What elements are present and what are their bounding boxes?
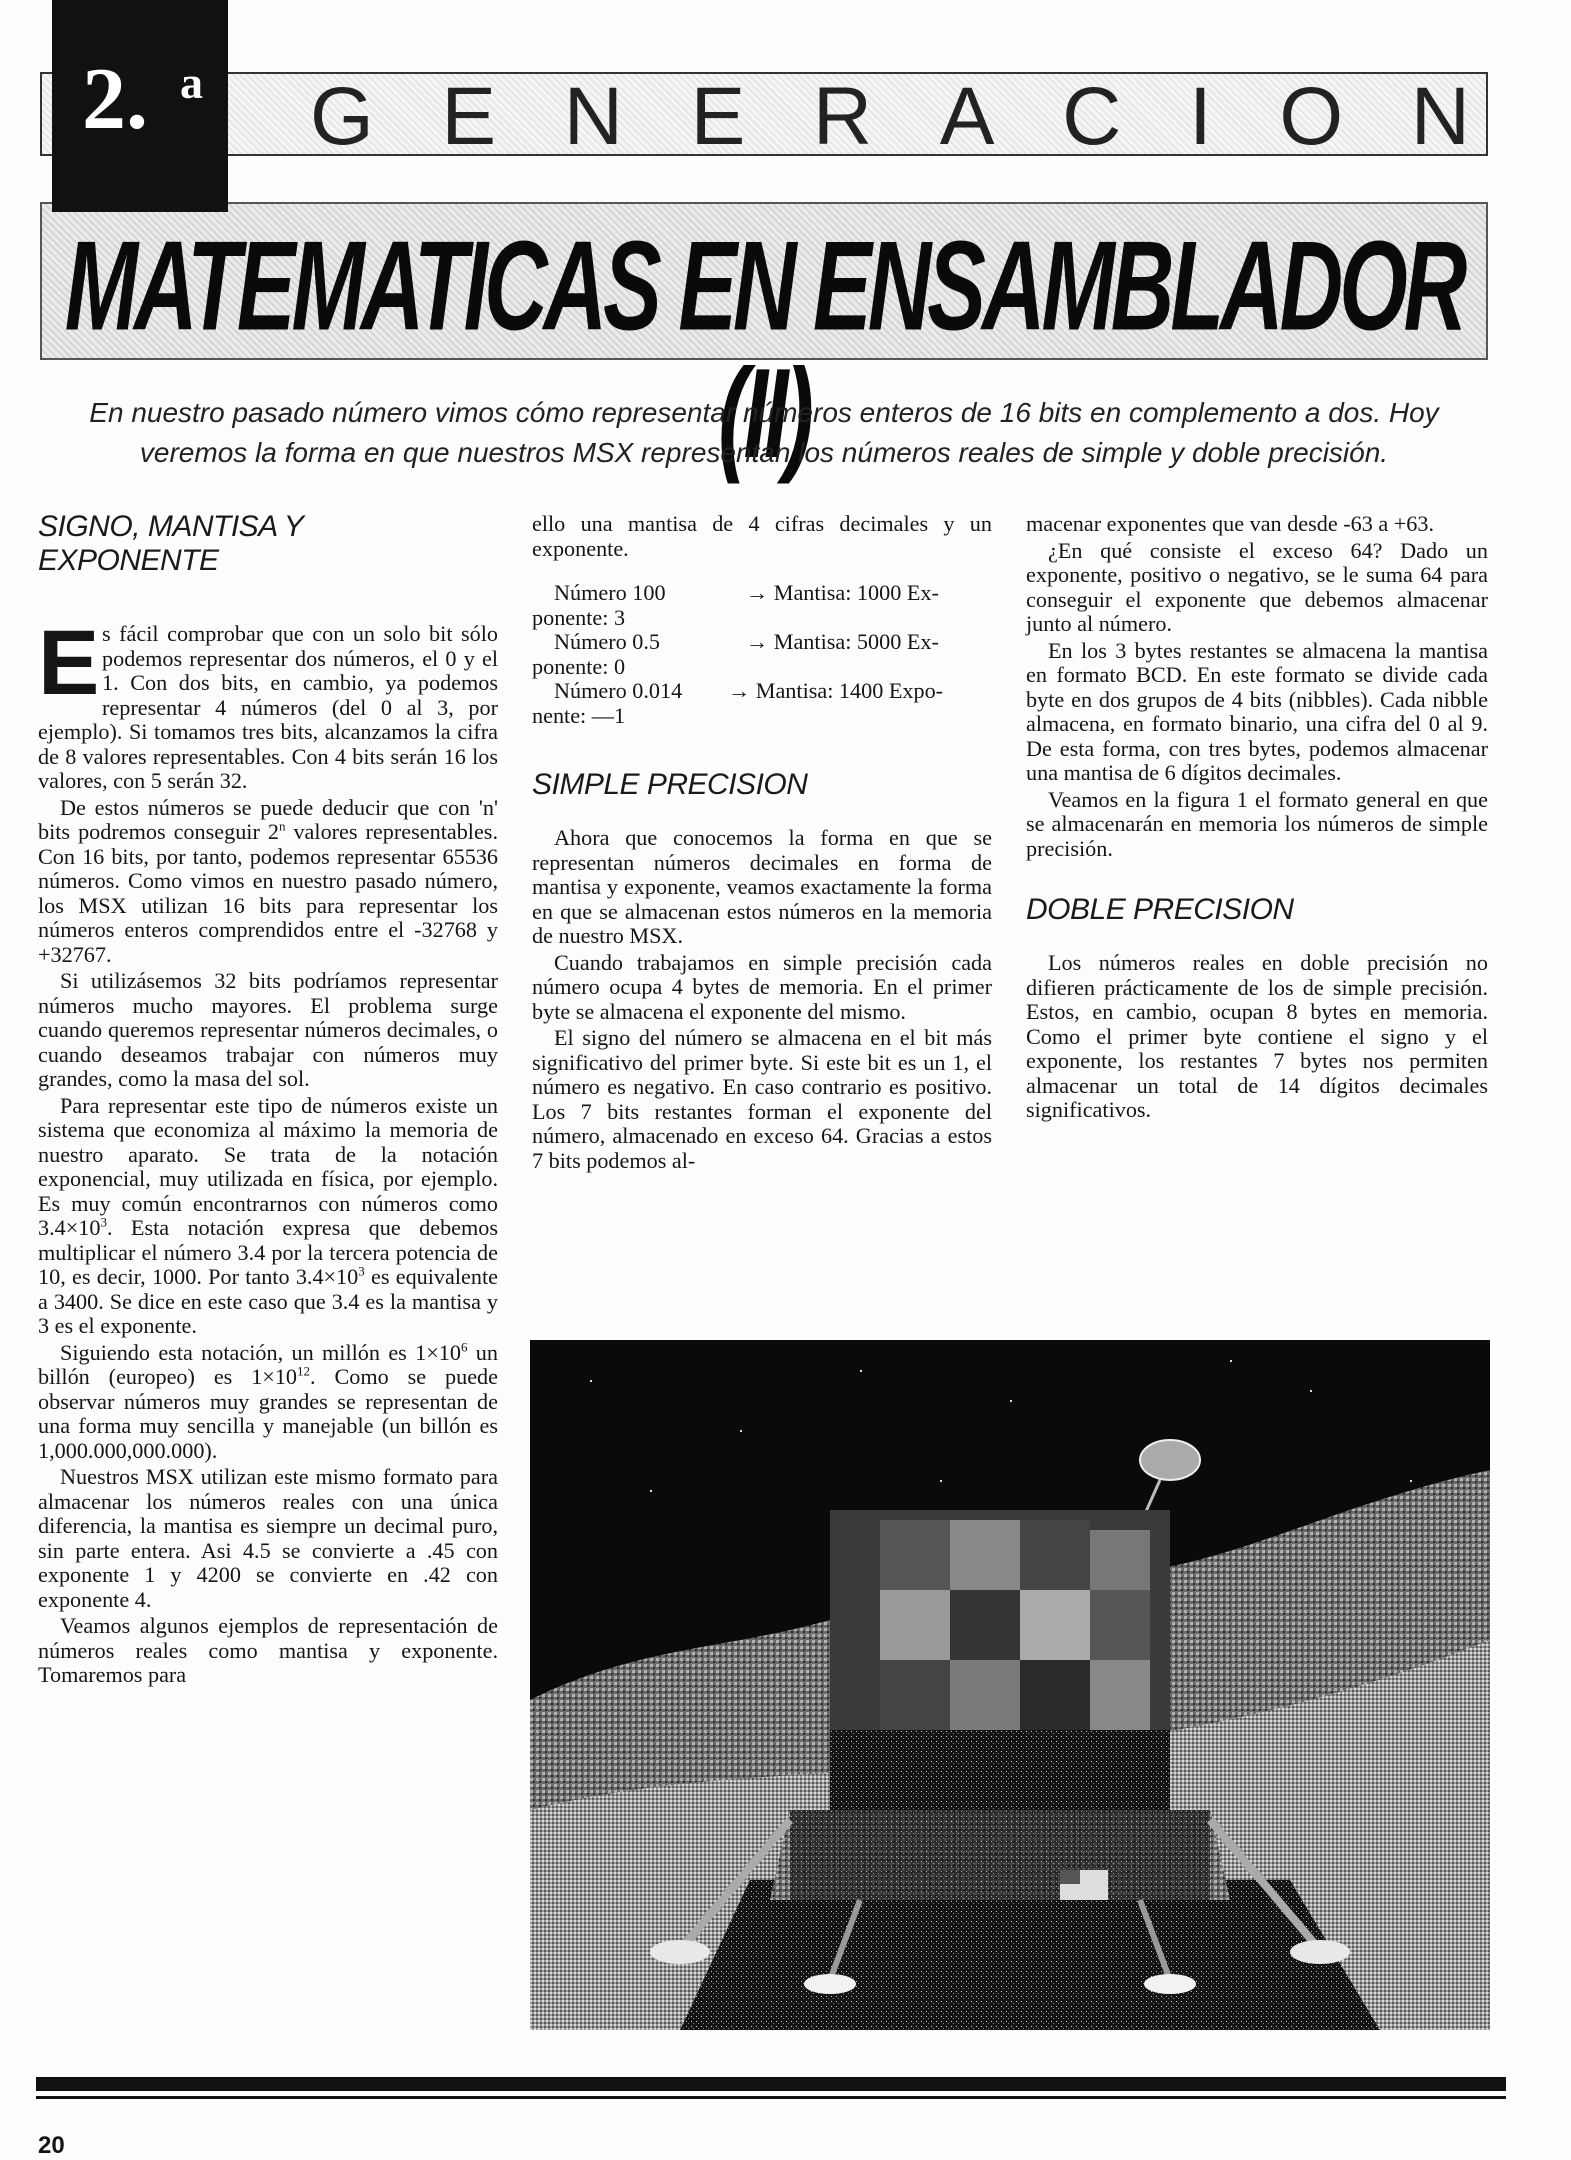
text: un billón (europeo) es 1×10 <box>38 1339 498 1389</box>
section-letter: E <box>441 71 497 162</box>
paragraph <box>38 1341 498 1464</box>
section-letter: N <box>563 71 623 162</box>
example-mantisa: → Mantisa: 1000 Ex- <box>746 580 939 605</box>
paragraph: Veamos en la figura 1 el formato general en que se almacenarán en memoria los números de simple precisión. <box>1026 786 1488 861</box>
lunar-module-illustration <box>530 1340 1490 2030</box>
superscript: 3 <box>100 1214 107 1230</box>
footer-rule <box>36 2077 1506 2091</box>
text: es equivalente a 3400. Se dice en este caso que 3.4 es la mantisa y 3 es el exponente. <box>38 1264 498 1338</box>
column-3 <box>1026 512 1488 1125</box>
section-title <box>310 71 1470 162</box>
superscript: 12 <box>297 1363 311 1379</box>
footer-rule-thin <box>36 2096 1506 2099</box>
example-row <box>532 679 992 704</box>
badge-superscript: a <box>180 57 203 108</box>
section-letter: C <box>1062 71 1122 162</box>
text: Siguiendo esta notación, un millón es 1×10 <box>60 1339 461 1365</box>
section-letter: E <box>690 71 746 162</box>
example-continuation: ponente: 0 <box>532 653 626 679</box>
heading-line: EXPONENTE <box>38 544 219 577</box>
intro-paragraph: En nuestro pasado número vimos cómo representar números enteros de 16 bits en complemento a dos. Hoy veremos la forma en que nuestros MSX representan los números reales de simple y doble precisión. <box>89 397 1439 468</box>
example-mantisa: → Mantisa: 1400 Expo- <box>728 678 944 703</box>
text: valores representables. Con 16 bits, por tanto, podemos representar 65536 números. Como vimos en nuestro pasado número, los MSX utilizan 16 bits para representar los números enteros comprendidos entre el -32768 y +32767. <box>38 819 498 967</box>
page-title: MATEMATICAS EN ENSAMBLADOR (II) <box>64 213 1464 485</box>
section-letter: A <box>939 71 995 162</box>
example-continuation: ponente: 3 <box>532 604 626 630</box>
paragraph: ¿En qué consiste el exceso 64? Dado un exponente, positivo o negativo, se le suma 64 para conseguir el exponente que debemos almacenar junto al número. <box>1026 537 1488 636</box>
paragraph: macenar exponentes que van desde -63 a +63. <box>1026 511 1435 536</box>
column-2 <box>532 512 992 1175</box>
paragraph: El signo del número se almacena en el bit más significativo del primer byte. Si este bit es un 1, el número es negativo. En caso contrario es positivo. Los 7 bits restantes forman el exponente del número, almacenado en exceso 64. Gracias a estos 7 bits podemos al- <box>532 1025 992 1173</box>
example-row <box>532 581 992 606</box>
text: Para representar este tipo de números existe un sistema que economiza al máximo la memoria de nuestro aparato. Se trata de la notación exponencial, muy utilizada en física, por ejemplo. Es muy común encontrarnos con números como 3.4×10 <box>38 1092 498 1240</box>
paragraph: Veamos algunos ejemplos de representación de números reales como mantisa y exponente. Tomaremos para <box>38 1613 498 1687</box>
section-letter: G <box>310 71 374 162</box>
example-number: Número 0.014 <box>554 678 683 703</box>
section-letter: N <box>1410 71 1470 162</box>
paragraph: Si utilizásemos 32 bits podríamos representar números mucho mayores. El problema surge cuando queremos representar números decimales, o cuando deseamos trabajar con números muy grandes, como la masa del sol. <box>38 968 498 1091</box>
paragraph <box>38 796 498 968</box>
superscript: 3 <box>358 1263 365 1279</box>
paragraph: Ahora que conocemos la forma en que se representan números decimales en forma de mantisa y exponente, veamos exactamente la forma en que se almacenan estos números en la memoria de nuestro MSX. <box>532 825 992 948</box>
text: . Como se puede observar números muy grandes se representan de una forma muy sencilla y manejable (un billón es 1,000.000,000.000). <box>38 1364 498 1463</box>
heading-line: SIGNO, MANTISA Y <box>38 510 304 543</box>
paragraph: Los números reales en doble precisión no difieren prácticamente de los de simple precisión. Estos, en cambio, ocupan 8 bytes en memoria. Como el primer byte contiene el signo y el exponente, los restantes 7 bytes nos permiten almacenar un total de 14 dígitos decimales significativos. <box>1026 950 1488 1122</box>
paragraph: En los 3 bytes restantes se almacena la mantisa en formato BCD. En este formato se divide cada byte en dos grupos de 4 bits (nibbles). Cada nibble almacena, en formato binario, una cifra del 0 al 9. De esta forma, con tres bytes, podemos almacenar una mantisa de 6 dígitos decimales. <box>1026 637 1488 785</box>
paragraph: ello una mantisa de 4 cifras decimales y un exponente. <box>532 511 992 561</box>
lunar-module-image <box>530 1340 1490 2030</box>
section-heading <box>38 510 498 578</box>
superscript: n <box>278 818 286 834</box>
drop-cap: E <box>38 612 100 714</box>
section-letter: R <box>812 71 873 162</box>
text: . Esta notación expresa que debemos multiplicar el número 3.4 por la tercera potencia de 10, es decir, 1000. Por tanto 3.4×10 <box>38 1215 498 1289</box>
paragraph: Cuando trabajamos en simple precisión cada número ocupa 4 bytes de memoria. En el primer byte se almacena el exponente del mismo. <box>532 949 992 1024</box>
section-letter: O <box>1279 71 1344 162</box>
example-number: Número 100 <box>554 580 666 605</box>
module-panels <box>830 1520 1170 1810</box>
example-number: Número 0.5 <box>554 629 660 654</box>
section-badge <box>52 0 228 212</box>
superscript: 6 <box>460 1339 468 1355</box>
column-1 <box>38 510 498 1690</box>
section-letter: I <box>1188 71 1212 162</box>
example-continuation: nente: —1 <box>532 702 626 728</box>
section-heading: SIMPLE PRECISION <box>532 768 808 801</box>
text: s fácil comprobar que con un solo bit sólo podemos representar dos números, el 0 y el 1. Con dos bits, en cambio, ya podemos representar 4 números (del 0 al 3, por ejemplo). Si tomamos tres bits, alcanzamos la cifra de 8 valores representables. Con 4 bits serán 16 los valores, con 5 serán 32. <box>38 621 498 793</box>
section-heading: DOBLE PRECISION <box>1026 893 1294 926</box>
paragraph: Nuestros MSX utilizan este mismo formato para almacenar los números reales con una única diferencia, la mantisa es siempre un decimal puro, sin parte entera. Asi 4.5 se convierte a .45 con exponente 1 y 4200 se convierte en .42 con exponente 4. <box>38 1464 498 1612</box>
badge-number: 2. <box>82 51 148 148</box>
page-number: 20 <box>38 2132 65 2159</box>
example-row <box>532 630 992 655</box>
paragraph <box>38 612 498 794</box>
example-mantisa: → Mantisa: 5000 Ex- <box>746 629 939 654</box>
paragraph <box>38 1094 498 1339</box>
text: De estos números se puede deducir que con 'n' bits podremos conseguir 2 <box>38 794 498 844</box>
